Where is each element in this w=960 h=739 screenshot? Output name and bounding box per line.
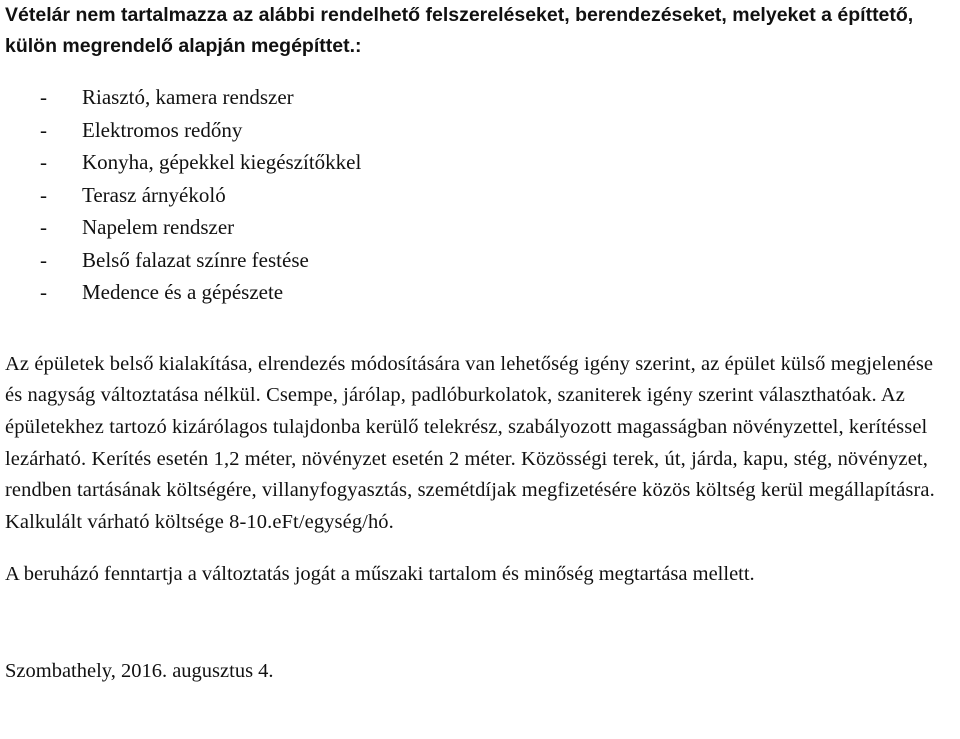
list-item-label: Riasztó, kamera rendszer (82, 85, 294, 109)
list-item-label: Medence és a gépészete (82, 280, 284, 304)
list-dash: - (40, 215, 47, 239)
list-item-label: Elektromos redőny (82, 117, 243, 142)
list-item (5, 146, 953, 179)
list-dash: - (40, 247, 47, 272)
list-item-label: Konyha, gépekkel kiegészítőkkel (82, 150, 362, 174)
intro-heading: Vételár nem tartalmazza az alábbi rendelhető felszereléseket, berendezéseket, melyeket a építtető, külön megrendelő alapján megépíttet.: (5, 4, 914, 57)
list-dash: - (40, 150, 47, 174)
list-item (5, 114, 953, 147)
list-dash: - (40, 280, 47, 304)
body-paragraph: Az épületek belső kialakítása, elrendezés módosítására van lehetőség igény szerint, az épület külső megjelenése és nagyság változtatása nélkül. Csempe, járólap, padlóburkolatok, szaniterek igény szerint választhatóak. Az épületekhez tartozó kizárólagos tulajdonba kerülő telekrész, szabályozott magasságban növényzettel, kerítéssel lezárható. Kerítés esetén 1,2 méter, növényzet esetén 2 méter. Közösségi terek, út, járda, kapu, stég, növényzet, rendben tartásának költségére, villanyfogyasztás, szemétdíjak megfizetésére közös költség kerül megállapításra. Kalkulált várható költsége 8-10.eFt/egység/hó. (5, 352, 935, 534)
document-page (5, 0, 953, 688)
list-item (5, 244, 953, 277)
list-dash: - (40, 117, 47, 142)
list-item (5, 179, 953, 212)
list-dash: - (40, 85, 47, 109)
list-item (5, 81, 953, 114)
list-item (5, 276, 953, 309)
list-dash: - (40, 182, 47, 207)
disclaimer-paragraph: A beruházó fenntartja a változtatás jogát a műszaki tartalom és minőség megtartása mellett. (5, 562, 755, 585)
list-item-label: Napelem rendszer (82, 215, 235, 239)
extras-list (5, 81, 953, 309)
list-item (5, 211, 953, 244)
list-item-label: Terasz árnyékoló (82, 182, 226, 207)
list-item-label: Belső falazat színre festése (82, 247, 309, 272)
place-and-date: Szombathely, 2016. augusztus 4. (5, 660, 274, 683)
